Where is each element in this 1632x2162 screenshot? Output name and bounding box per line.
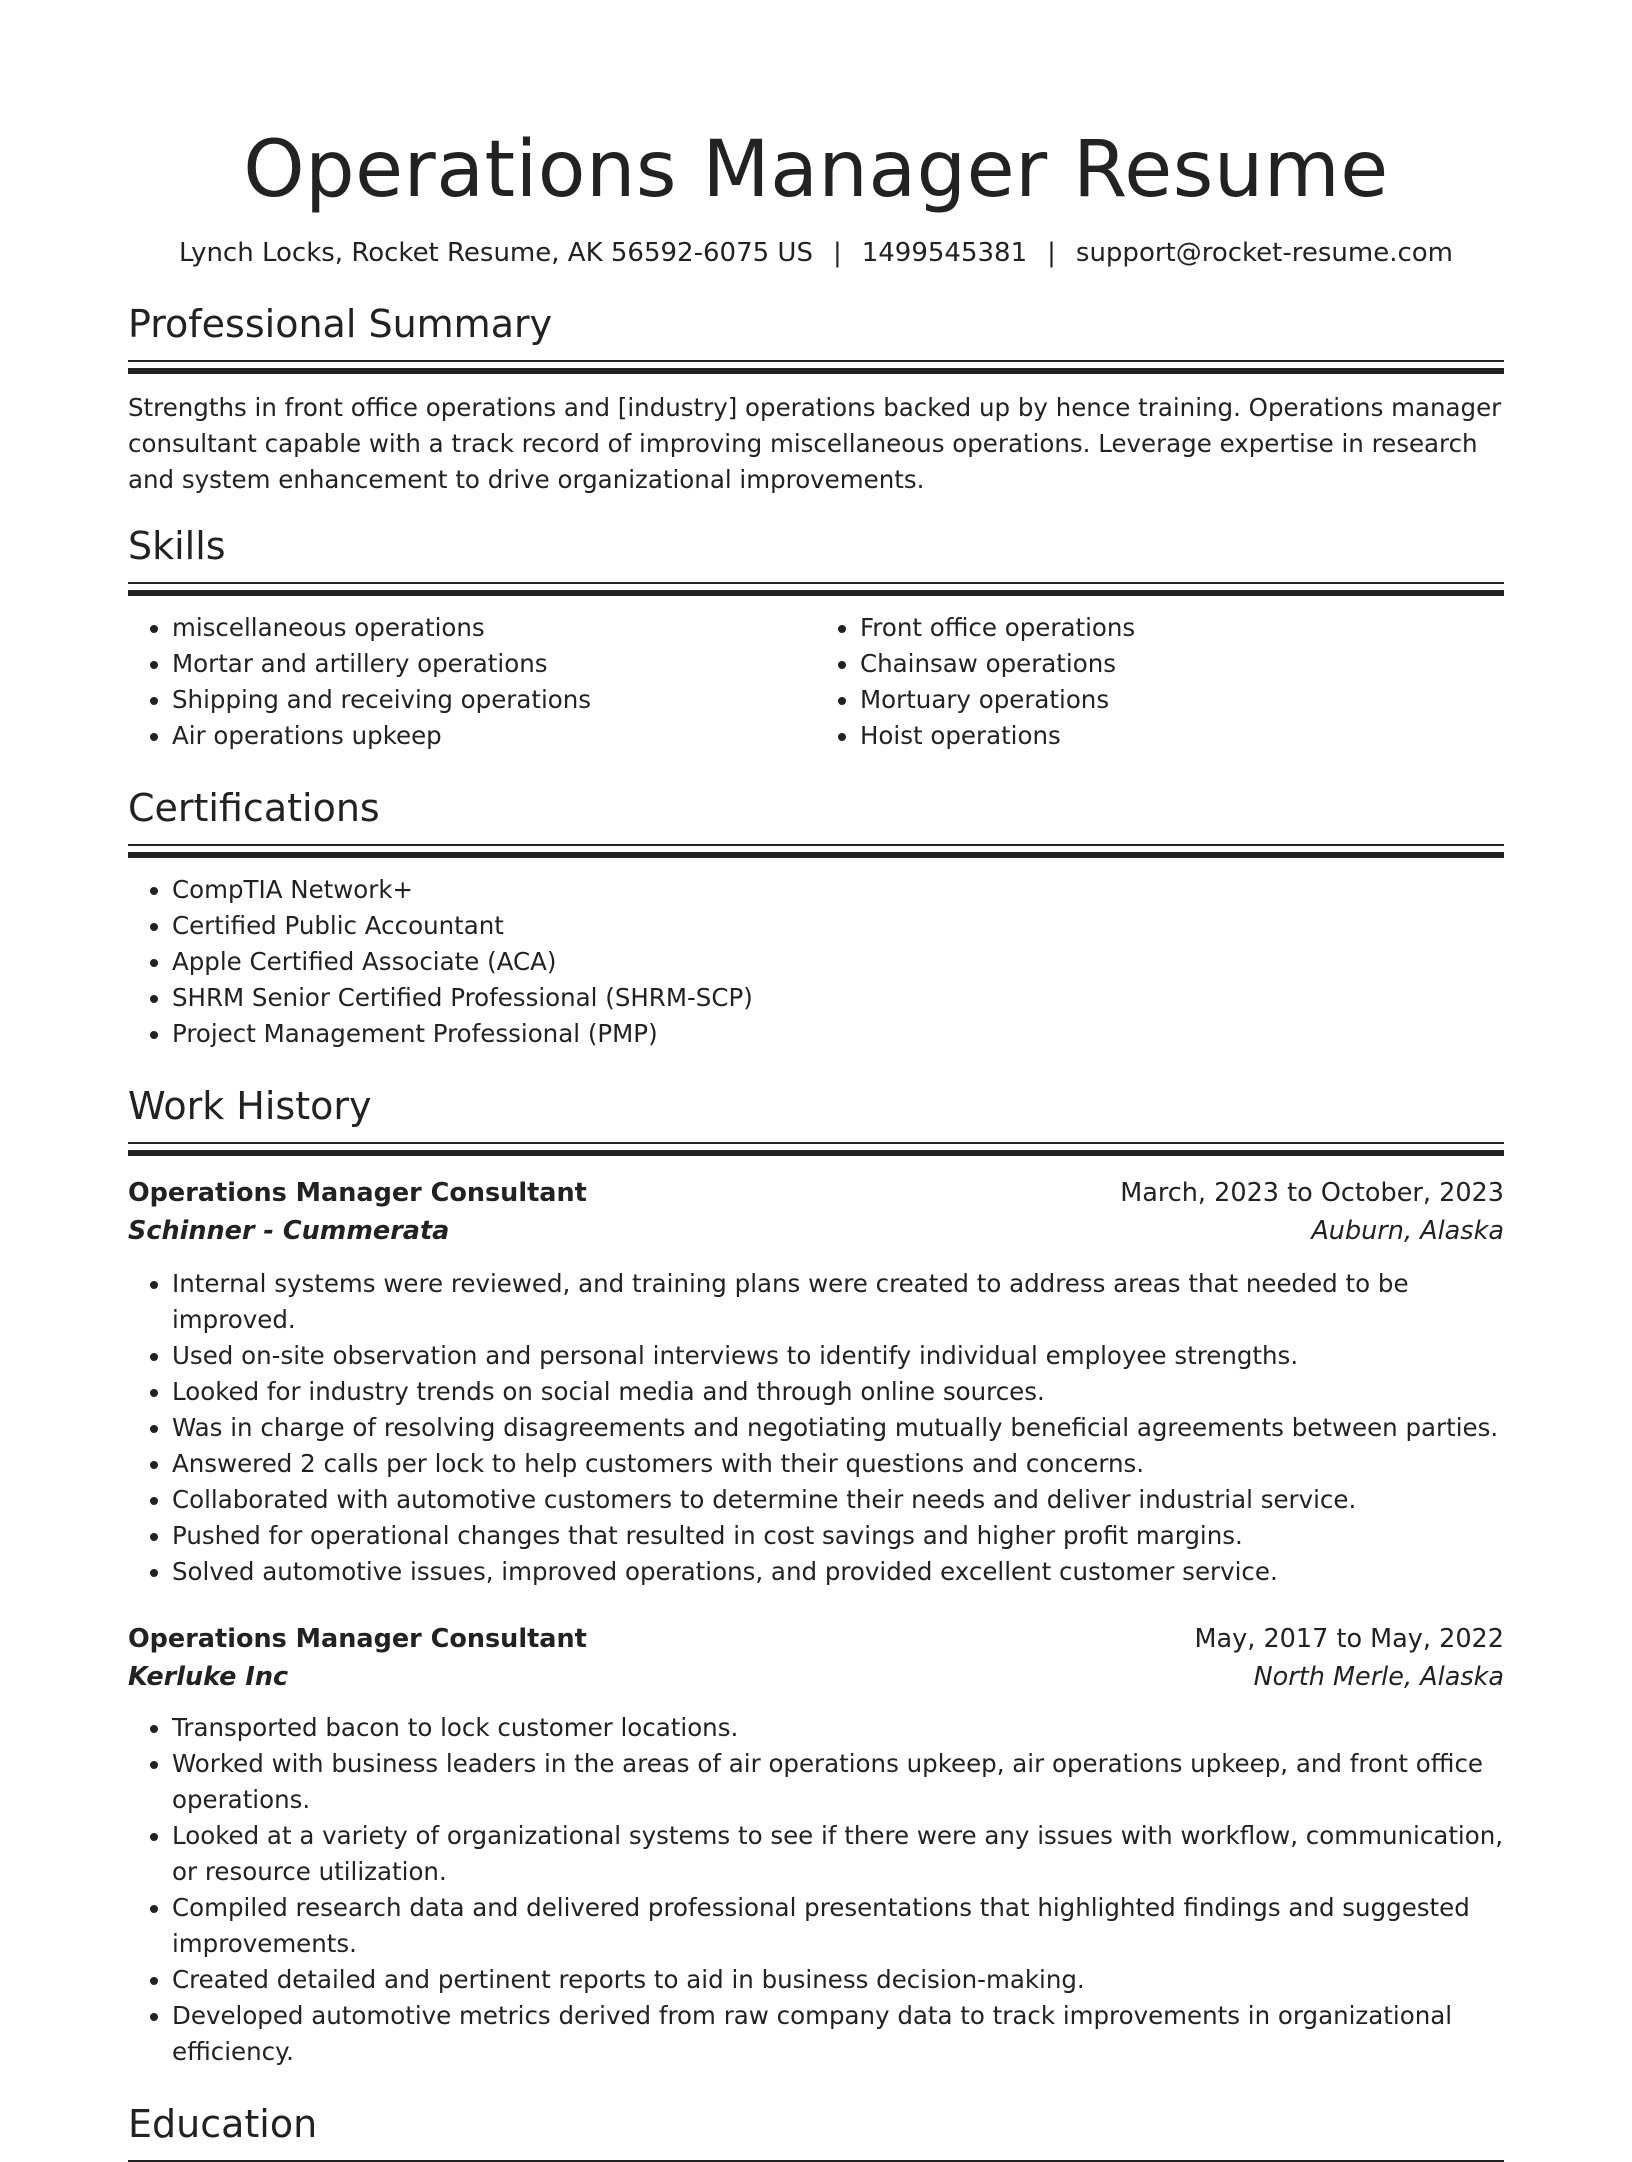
job-bullet: • Looked at a variety of organizational systems to see if there were any issues with workflow, communication, or resource utilization. (172, 1818, 1504, 1890)
skill-item: • Mortuary operations (860, 682, 1504, 718)
contact-separator: | (1047, 238, 1056, 268)
job-bullet: • Answered 2 calls per lock to help customers with their questions and concerns. (172, 1446, 1504, 1482)
education-heading: Education (128, 2102, 318, 2146)
job-bullet: • Worked with business leaders in the areas of air operations upkeep, air operations upkeep, and front office operations. (172, 1746, 1504, 1818)
job-bullet: • Pushed for operational changes that resulted in cost savings and higher profit margins. (172, 1518, 1504, 1554)
section-divider-thick (128, 852, 1504, 858)
skill-item: • Chainsaw operations (860, 646, 1504, 682)
summary-heading: Professional Summary (128, 302, 553, 346)
job-title: Operations Manager Consultant (128, 1624, 587, 1654)
skills-heading: Skills (128, 524, 226, 568)
skill-item: • Air operations upkeep (172, 718, 816, 754)
section-divider (128, 360, 1504, 362)
certification-item: • CompTIA Network+ (172, 872, 1504, 908)
education-section (128, 2100, 1504, 2162)
job-bullet: • Transported bacon to lock customer locations. (172, 1710, 1504, 1746)
job-bullet: • Used on-site observation and personal interviews to identify individual employee strengths. (172, 1338, 1504, 1374)
section-divider (128, 1142, 1504, 1144)
job-header (128, 1174, 1504, 1212)
section-divider-thick (128, 368, 1504, 374)
skills-columns (128, 610, 1504, 754)
job-title: Operations Manager Consultant (128, 1178, 587, 1208)
job-company: Kerluke Inc (128, 1662, 289, 1692)
certification-item: • SHRM Senior Certified Professional (SHRM-SCP) (172, 980, 1504, 1016)
job-company: Schinner - Cummerata (128, 1216, 450, 1246)
skill-item: • Shipping and receiving operations (172, 682, 816, 718)
section-divider-thick (128, 590, 1504, 596)
job-bullet: • Internal systems were reviewed, and training plans were created to address areas that needed to be improved. (172, 1266, 1504, 1338)
certifications-heading: Certifications (128, 786, 380, 830)
skill-item: • Front office operations (860, 610, 1504, 646)
skills-column-left (128, 610, 816, 754)
certifications-section (128, 784, 1504, 1052)
skills-section (128, 522, 1504, 754)
job-entry (128, 1174, 1504, 1590)
skill-item: • miscellaneous operations (172, 610, 816, 646)
job-bullet: • Created detailed and pertinent reports to aid in business decision-making. (172, 1962, 1504, 1998)
resume-title: Operations Manager Resume (243, 125, 1389, 215)
contact-address: Lynch Locks, Rocket Resume, AK 56592-6075 US (178, 238, 813, 268)
skill-item: • Mortar and artillery operations (172, 646, 816, 682)
job-header (128, 1620, 1504, 1658)
job-bullet: • Was in charge of resolving disagreements and negotiating mutually beneficial agreements between parties. (172, 1410, 1504, 1446)
job-entry (128, 1620, 1504, 2070)
certification-item: • Apple Certified Associate (ACA) (172, 944, 1504, 980)
job-dates: March, 2023 to October, 2023 (1120, 1178, 1504, 1208)
certification-item: • Project Management Professional (PMP) (172, 1016, 1504, 1052)
job-location: North Merle, Alaska (1253, 1662, 1504, 1692)
contact-line (128, 236, 1504, 270)
summary-section (128, 300, 1504, 498)
job-bullet: • Developed automotive metrics derived from raw company data to track improvements in organizational efficiency. (172, 1998, 1504, 2070)
job-bullet: • Looked for industry trends on social media and through online sources. (172, 1374, 1504, 1410)
job-subheader (128, 1658, 1504, 1696)
job-bullet: • Solved automotive issues, improved operations, and provided excellent customer service. (172, 1554, 1504, 1590)
summary-text: Strengths in front office operations and [industry] operations backed up by hence training. Operations manager consultant capable with a track record of improving miscellaneous operations. Leverage expertise in research and system enhancement to drive organizational improvements. (128, 393, 1502, 494)
job-bullet: • Collaborated with automotive customers to determine their needs and deliver industrial service. (172, 1482, 1504, 1518)
section-divider-thick (128, 1150, 1504, 1156)
job-location: Auburn, Alaska (1311, 1216, 1504, 1246)
job-bullet: • Compiled research data and delivered professional presentations that highlighted findings and suggested improvements. (172, 1890, 1504, 1962)
skills-column-right (816, 610, 1504, 754)
skill-item: • Hoist operations (860, 718, 1504, 754)
job-dates: May, 2017 to May, 2022 (1194, 1624, 1504, 1654)
contact-phone: 1499545381 (861, 238, 1028, 268)
section-divider (128, 844, 1504, 846)
work-history-heading: Work History (128, 1084, 372, 1128)
contact-separator: | (832, 238, 842, 268)
section-divider (128, 582, 1504, 584)
contact-email[interactable]: support@rocket-resume.com (1075, 238, 1454, 268)
work-history-section (128, 1082, 1504, 2070)
certification-item: • Certified Public Accountant (172, 908, 1504, 944)
job-subheader (128, 1212, 1504, 1250)
